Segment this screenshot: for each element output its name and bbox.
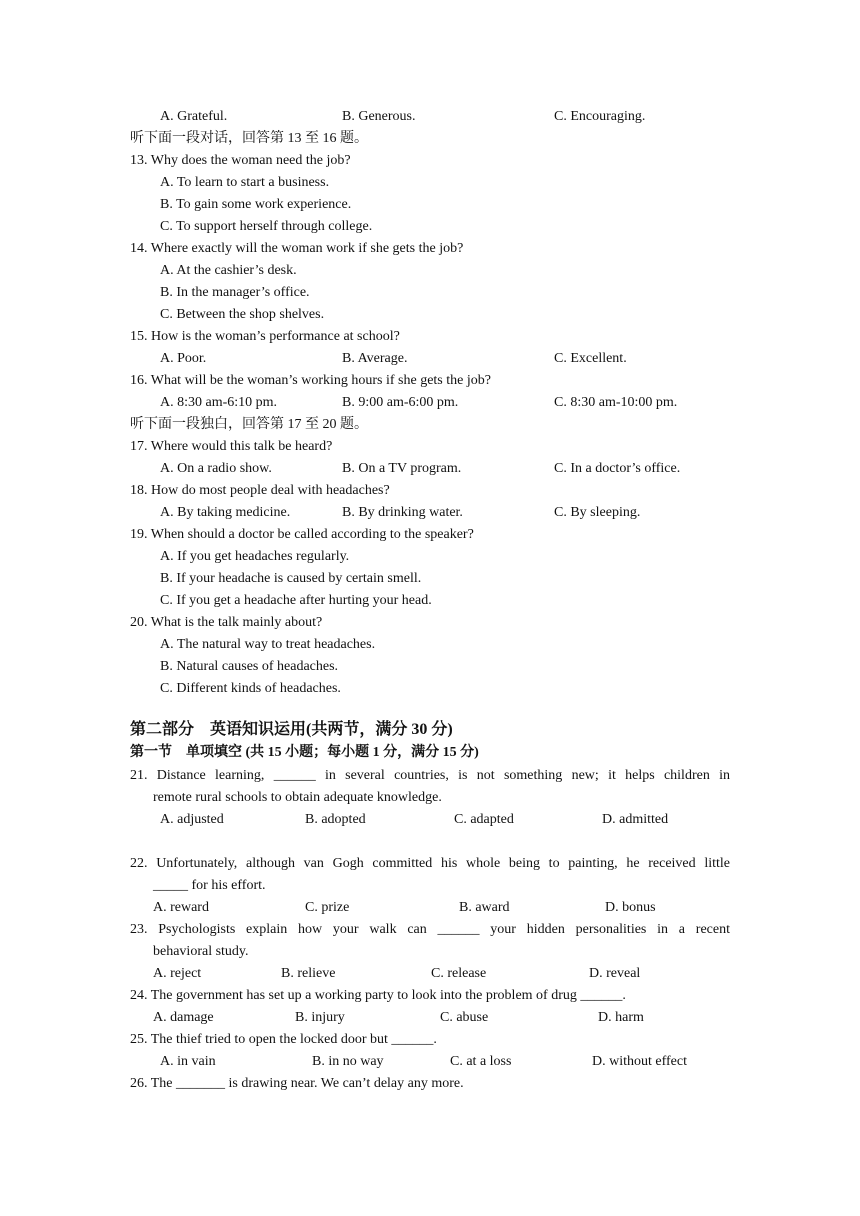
q15-option-a: A. Poor. xyxy=(160,351,207,366)
q25-stem: 25. The thief tried to open the locked door but ______. xyxy=(130,1032,437,1047)
q22-option-d: D. bonus xyxy=(605,900,656,915)
q15-option-c: C. Excellent. xyxy=(554,351,627,366)
q25-option-b: B. in no way xyxy=(312,1054,384,1069)
q17-option-a: A. On a radio show. xyxy=(160,461,272,476)
q17-option-b: B. On a TV program. xyxy=(342,461,462,476)
q21-stem-line2: remote rural schools to obtain adequate knowledge. xyxy=(153,790,442,805)
q13-stem: 13. Why does the woman need the job? xyxy=(130,153,351,168)
q25-option-a: A. in vain xyxy=(160,1054,216,1069)
q19-option-b: B. If your headache is caused by certain smell. xyxy=(160,571,422,586)
section-intro-17-20: 听下面一段独白，回答第 17 至 20 题。 xyxy=(130,417,368,432)
q19-stem: 19. When should a doctor be called according to the speaker? xyxy=(130,527,474,542)
q15-option-b: B. Average. xyxy=(342,351,408,366)
q18-option-b: B. By drinking water. xyxy=(342,505,463,520)
q23-stem-line1: 23. Psychologists explain how your walk can ______ your hidden personalities in a recent xyxy=(130,922,730,937)
q25-option-d: D. without effect xyxy=(592,1054,687,1069)
q21-option-d: D. admitted xyxy=(602,812,669,827)
q20-option-a: A. The natural way to treat headaches. xyxy=(160,637,376,652)
q13-option-a: A. To learn to start a business. xyxy=(160,175,330,190)
q22-option-b: B. award xyxy=(459,900,510,915)
q16-stem: 16. What will be the woman’s working hours if she gets the job? xyxy=(130,373,491,388)
q23-option-c: C. release xyxy=(431,966,487,981)
q25-option-c: C. at a loss xyxy=(450,1054,512,1069)
q15-stem: 15. How is the woman’s performance at school? xyxy=(130,329,400,344)
q21-option-c: C. adapted xyxy=(454,812,514,827)
q24-stem: 24. The government has set up a working party to look into the problem of drug ______. xyxy=(130,988,626,1003)
q14-option-a: A. At the cashier’s desk. xyxy=(160,263,297,278)
q18-stem: 18. How do most people deal with headaches? xyxy=(130,483,390,498)
q14-option-c: C. Between the shop shelves. xyxy=(160,307,325,322)
q22-option-c: C. prize xyxy=(305,900,350,915)
q16-option-b: B. 9:00 am-6:00 pm. xyxy=(342,395,459,410)
q23-option-d: D. reveal xyxy=(589,966,641,981)
q13-option-c: C. To support herself through college. xyxy=(160,219,373,234)
q24-option-a: A. damage xyxy=(153,1010,214,1025)
section1-title: 第一节 单项填空 (共 15 小题；每小题 1 分，满分 15 分) xyxy=(130,745,479,760)
section-intro-13-16: 听下面一段对话，回答第 13 至 16 题。 xyxy=(130,131,368,146)
q18-option-a: A. By taking medicine. xyxy=(160,505,291,520)
q12-option-a: A. Grateful. xyxy=(160,109,228,124)
q12-option-b: B. Generous. xyxy=(342,109,416,124)
part2-title: 第二部分 英语知识运用(共两节，满分 30 分) xyxy=(130,721,453,738)
q19-option-a: A. If you get headaches regularly. xyxy=(160,549,350,564)
q24-option-b: B. injury xyxy=(295,1010,345,1025)
q23-option-b: B. relieve xyxy=(281,966,336,981)
q20-stem: 20. What is the talk mainly about? xyxy=(130,615,323,630)
q19-option-c: C. If you get a headache after hurting your head. xyxy=(160,593,432,608)
q20-option-c: C. Different kinds of headaches. xyxy=(160,681,341,696)
q21-stem-line1: 21. Distance learning, ______ in several countries, is not something new; it helps children in xyxy=(130,768,730,783)
q23-stem-line2: behavioral study. xyxy=(153,944,249,959)
q22-stem-line1: 22. Unfortunately, although van Gogh committed his whole being to painting, he received little xyxy=(130,856,730,871)
q20-option-b: B. Natural causes of headaches. xyxy=(160,659,339,674)
q21-option-a: A. adjusted xyxy=(160,812,224,827)
q16-option-a: A. 8:30 am-6:10 pm. xyxy=(160,395,278,410)
q21-option-b: B. adopted xyxy=(305,812,366,827)
q16-option-c: C. 8:30 am-10:00 pm. xyxy=(554,395,678,410)
q26-stem: 26. The _______ is drawing near. We can’t delay any more. xyxy=(130,1076,464,1091)
q18-option-c: C. By sleeping. xyxy=(554,505,641,520)
q24-option-c: C. abuse xyxy=(440,1010,489,1025)
q17-option-c: C. In a doctor’s office. xyxy=(554,461,681,476)
q14-stem: 14. Where exactly will the woman work if she gets the job? xyxy=(130,241,464,256)
q12-option-c: C. Encouraging. xyxy=(554,109,646,124)
q14-option-b: B. In the manager’s office. xyxy=(160,285,310,300)
q17-stem: 17. Where would this talk be heard? xyxy=(130,439,333,454)
q22-stem-line2: _____ for his effort. xyxy=(153,878,266,893)
q24-option-d: D. harm xyxy=(598,1010,644,1025)
q22-option-a: A. reward xyxy=(153,900,209,915)
q23-option-a: A. reject xyxy=(153,966,202,981)
q13-option-b: B. To gain some work experience. xyxy=(160,197,352,212)
